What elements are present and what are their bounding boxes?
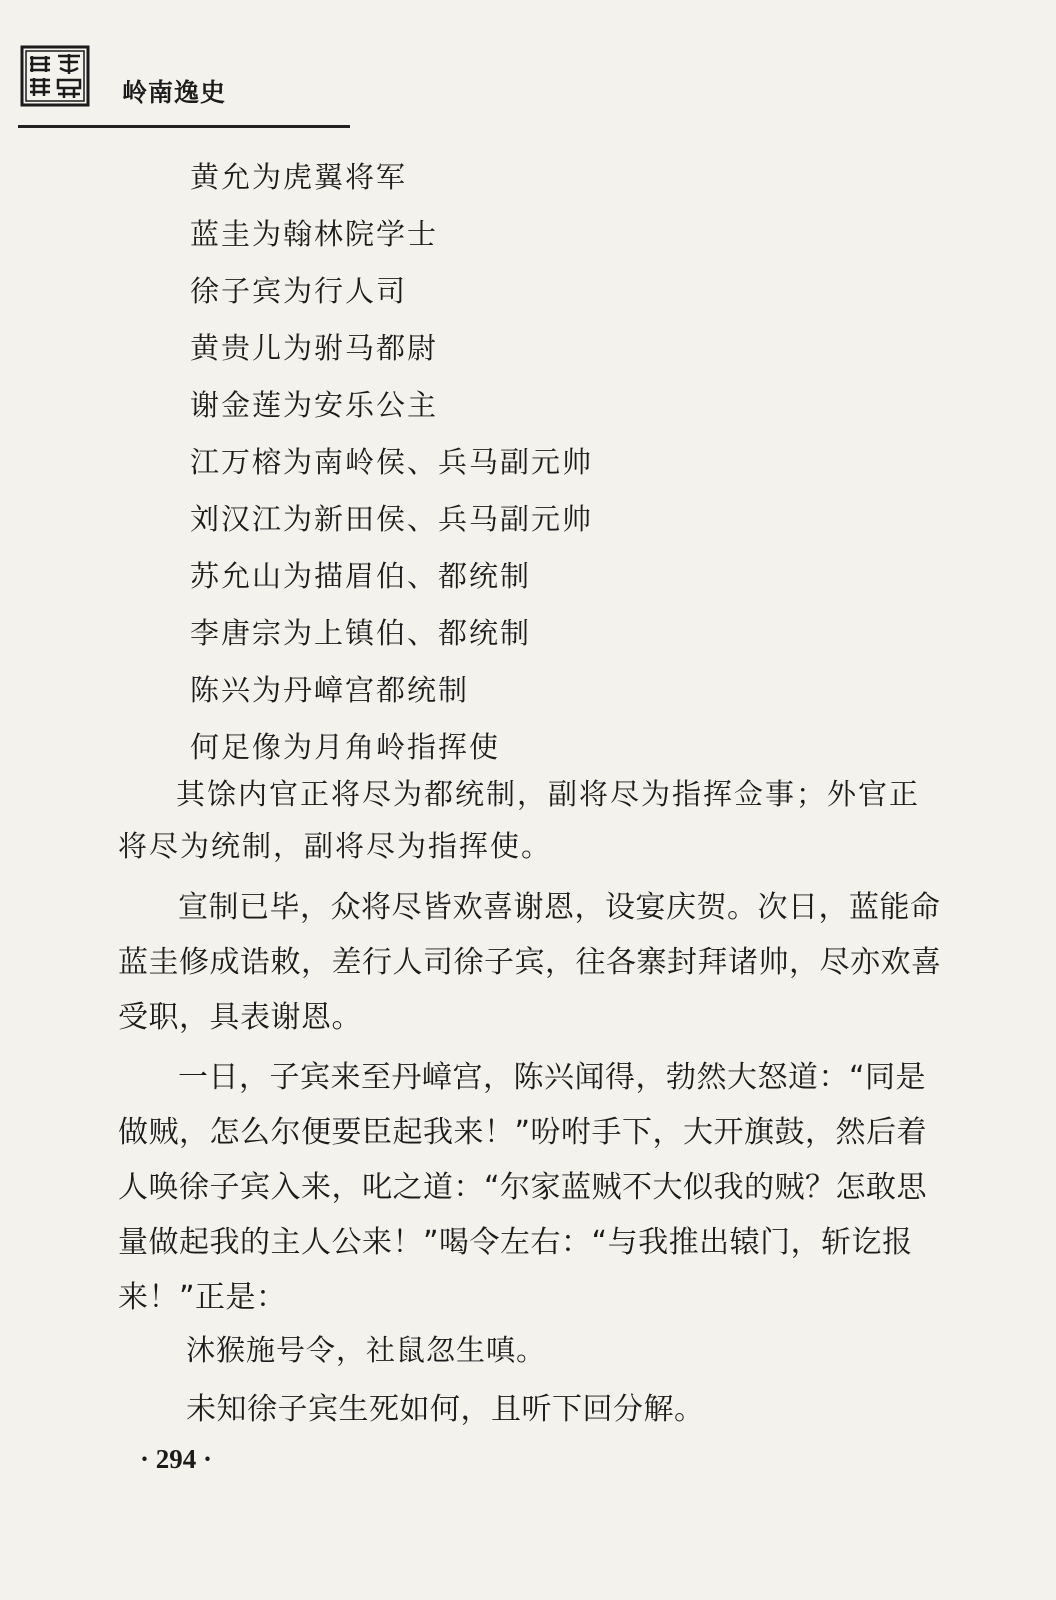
list-item: 黄允为虎翼将军	[190, 160, 408, 194]
list-item: 李唐宗为上镇伯、都统制	[190, 616, 532, 650]
chapter-closing: 未知徐子宾生死如何，且听下回分解。	[186, 1392, 705, 1427]
list-item: 黄贵儿为驸马都尉	[190, 331, 439, 365]
header-divider	[18, 125, 350, 128]
appointment-list	[190, 157, 593, 784]
list-item: 徐子宾为行人司	[190, 274, 408, 308]
list-item: 刘汉江为新田侯、兵马副元帅	[190, 502, 594, 536]
list-item: 谢金莲为安乐公主	[190, 388, 439, 422]
paragraph-chen-xing: 一日，子宾来至丹嶂宫，陈兴闻得，勃然大怒道：“同是做贼，怎么尔便要臣起我来！”吩咐手下，大开旗鼓，然后着人唤徐子宾入来，叱之道：“尔家蓝贼不大似我的贼？怎敢思量做起我的主人公来！”喝令左右：“与我推出辕门，斩讫报来！”正是：	[118, 1060, 928, 1315]
paragraph-officials: 其馀内官正将尽为都统制，副将尽为指挥佥事；外官正将尽为统制，副将尽为指挥使。	[118, 777, 921, 863]
book-title: 岭南逸史	[122, 78, 227, 107]
verse-couplet: 沐猴施号令，社鼠忽生嗔。	[186, 1333, 547, 1367]
list-item: 蓝圭为翰林院学士	[190, 217, 439, 251]
list-item: 苏允山为描眉伯、都统制	[190, 559, 532, 593]
paragraph-decree: 宣制已毕，众将尽皆欢喜谢恩，设宴庆贺。次日，蓝能命蓝圭修成诰敕，差行人司徐子宾，往各寨封拜诸帅，尽亦欢喜受职，具表谢恩。	[118, 890, 942, 1035]
list-item: 江万榕为南岭侯、兵马副元帅	[190, 445, 594, 479]
list-item: 何足像为月角岭指挥使	[190, 730, 501, 764]
seal-stamp-icon	[20, 44, 90, 108]
page-number: · 294 ·	[140, 1444, 213, 1474]
list-item: 陈兴为丹嶂宫都统制	[190, 673, 470, 707]
